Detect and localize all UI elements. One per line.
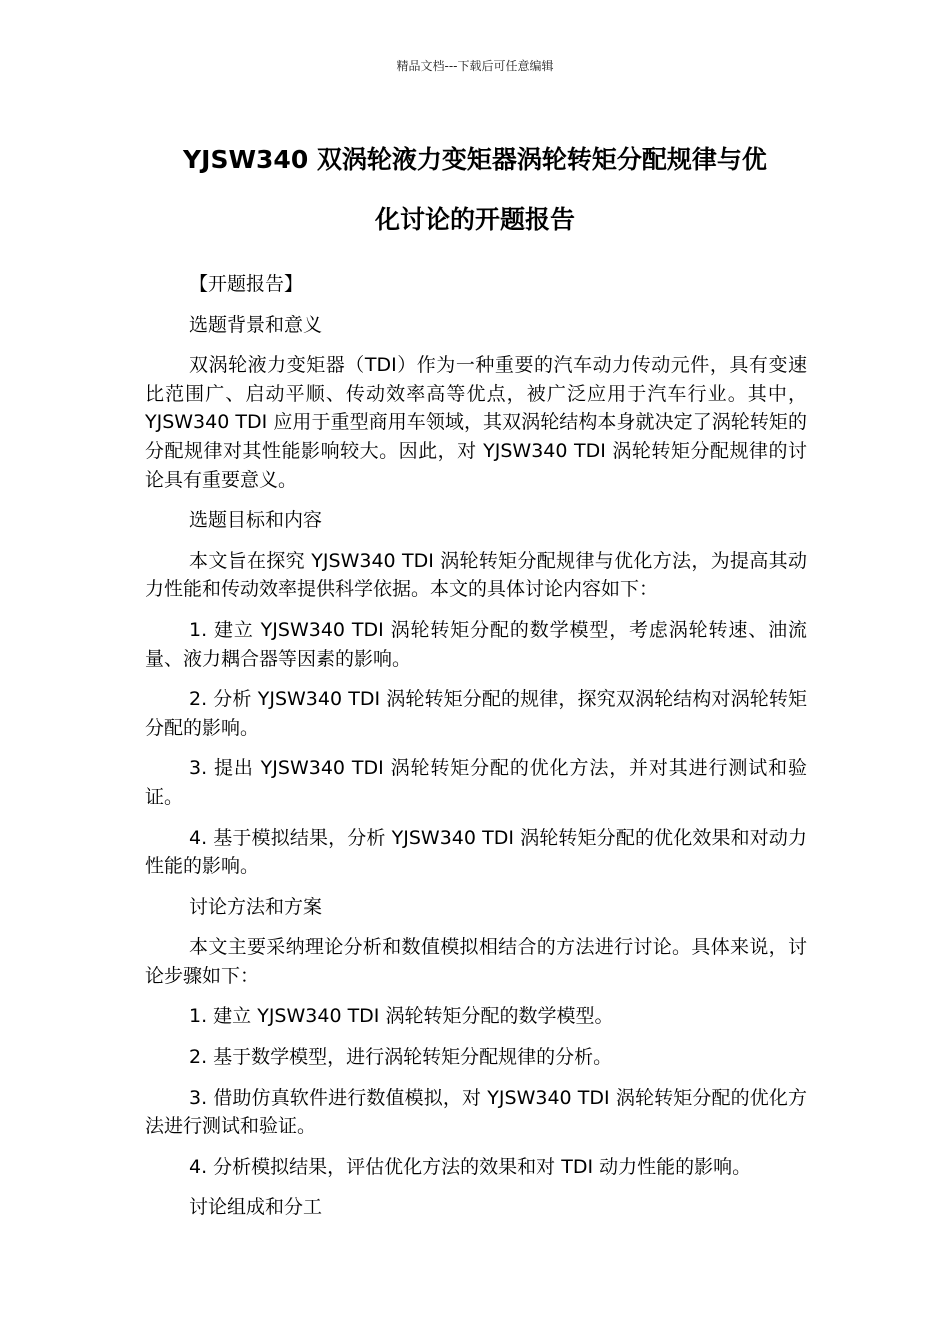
methods-list-item: 1. 建立 YJSW340 TDI 涡轮转矩分配的数学模型。 <box>189 1005 614 1028</box>
methods-list-item: 4. 分析模拟结果，评估优化方法的效果和对 TDI 动力性能的影响。 <box>189 1155 752 1178</box>
goals-list-item: 4. 基于模拟结果，分析 YJSW340 TDI 涡轮转矩分配的优化效果和对动力性能的影响。 <box>145 826 807 878</box>
goals-list-item: 3. 提出 YJSW340 TDI 涡轮转矩分配的优化方法，并对其进行测试和验证。 <box>145 757 807 808</box>
document-body <box>145 270 807 1222</box>
methods-list-item: 3. 借助仿真软件进行数值模拟，对 YJSW340 TDI 涡轮转矩分配的优化方法进行测试和验证。 <box>145 1086 807 1138</box>
document-title <box>125 130 825 250</box>
section-heading-goals: 选题目标和内容 <box>189 509 323 532</box>
document-title-line-1: YJSW340 双涡轮液力变矩器涡轮转矩分配规律与优 <box>183 145 767 174</box>
methods-list-item: 2. 基于数学模型，进行涡轮转矩分配规律的分析。 <box>189 1046 613 1069</box>
goals-list-item: 2. 分析 YJSW340 TDI 涡轮转矩分配的规律，探究双涡轮结构对涡轮转矩分配的影响。 <box>145 688 807 739</box>
section-heading-methods: 讨论方法和方案 <box>189 895 323 918</box>
page-header-watermark: 精品文档---下载后可任意编辑 <box>396 59 554 73</box>
section-heading-team: 讨论组成和分工 <box>189 1196 323 1219</box>
report-label: 【开题报告】 <box>189 273 304 295</box>
goals-list-item: 1. 建立 YJSW340 TDI 涡轮转矩分配的数学模型，考虑涡轮转速、油流量、液力耦合器等因素的影响。 <box>145 618 807 670</box>
document-title-line-2: 化讨论的开题报告 <box>374 205 575 234</box>
goals-intro-paragraph: 本文旨在探究 YJSW340 TDI 涡轮转矩分配规律与优化方法，为提高其动力性能和传动效率提供科学依据。本文的具体讨论内容如下： <box>145 549 807 601</box>
background-paragraph: 双涡轮液力变矩器（TDI）作为一种重要的汽车动力传动元件，具有变速比范围广、启动平顺、传动效率高等优点，被广泛应用于汽车行业。其中，YJSW340 TDI 应用于重型商用车领域，其双涡轮结构本身就决定了涡轮转矩的分配规律对其性能影响较大。因此，对 YJSW340 TDI 涡轮转矩分配规律的讨论具有重要意义。 <box>145 354 807 491</box>
section-heading-background: 选题背景和意义 <box>189 313 323 336</box>
methods-intro-paragraph: 本文主要采纳理论分析和数值模拟相结合的方法进行讨论。具体来说，讨论步骤如下： <box>145 936 807 987</box>
